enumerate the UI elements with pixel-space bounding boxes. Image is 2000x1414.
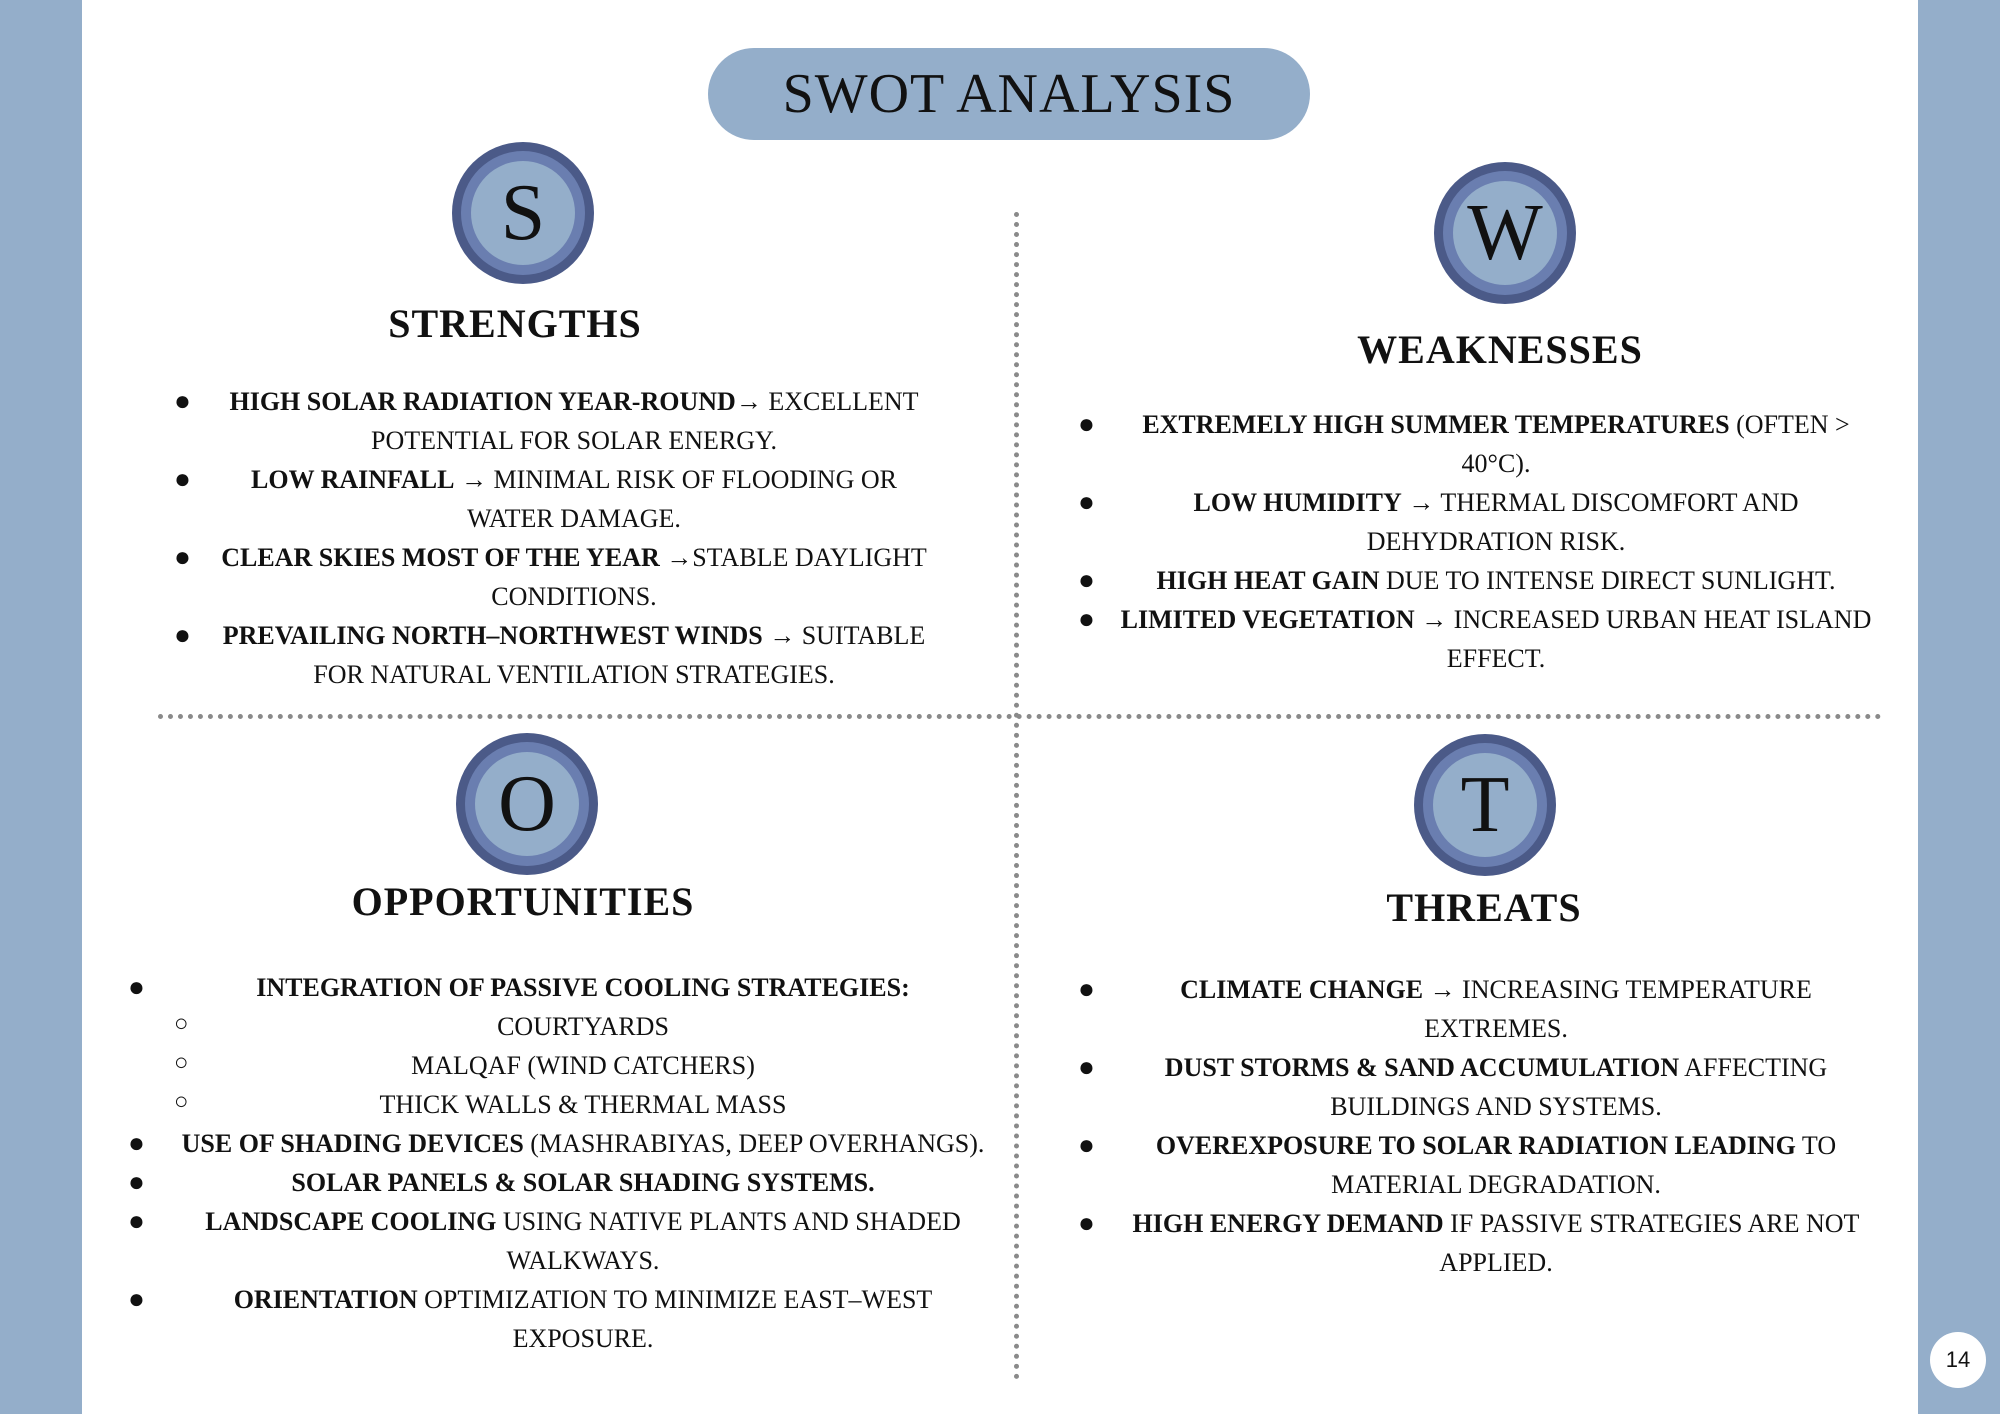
threats-heading: THREATS: [1386, 885, 1582, 930]
opportunities-badge: [456, 733, 598, 875]
list-item: ● HIGH SOLAR RADIATION YEAR-ROUND→ EXCELLENT POTENTIAL FOR SOLAR ENERGY.: [174, 386, 919, 455]
list-item: ● PREVAILING NORTH–NORTHWEST WINDS → SUITABLE FOR NATURAL VENTILATION STRATEGIES.: [174, 620, 926, 689]
threats-list: [1074, 970, 1918, 1282]
weaknesses-letter: W: [1453, 181, 1557, 285]
sub-list-item: ○ MALQAF (WIND CATCHERS): [174, 1050, 755, 1080]
list-item: ● DUST STORMS & SAND ACCUMULATION AFFECTING BUILDINGS AND SYSTEMS.: [1078, 1052, 1828, 1121]
strengths-letter: S: [471, 161, 575, 265]
strengths-list: [170, 382, 978, 694]
opportunities-letter: O: [475, 752, 579, 856]
list-item: ● LANDSCAPE COOLING USING NATIVE PLANTS AND SHADED WALKWAYS.: [128, 1206, 961, 1275]
threats-letter: T: [1433, 753, 1537, 857]
horizontal-divider: [158, 714, 1882, 719]
page-title: SWOT ANALYSIS: [708, 48, 1310, 140]
strengths-heading: STRENGTHS: [388, 301, 642, 346]
weaknesses-heading: WEAKNESSES: [1357, 327, 1643, 372]
list-item: ● LIMITED VEGETATION → INCREASED URBAN HEAT ISLAND EFFECT.: [1078, 604, 1872, 673]
weaknesses-list: [1074, 405, 1918, 678]
list-item: ● HIGH HEAT GAIN DUE TO INTENSE DIRECT SUNLIGHT.: [1078, 565, 1836, 596]
opportunities-heading: OPPORTUNITIES: [351, 879, 695, 924]
opportunities-list: [120, 968, 1046, 1358]
weaknesses-badge: [1434, 162, 1576, 304]
list-item: ● INTEGRATION OF PASSIVE COOLING STRATEGIES:: [128, 972, 910, 1003]
list-item: ● USE OF SHADING DEVICES (MASHRABIYAS, DEEP OVERHANGS).: [128, 1128, 985, 1159]
list-item: ● CLIMATE CHANGE → INCREASING TEMPERATURE EXTREMES.: [1078, 974, 1812, 1043]
strengths-badge: [452, 142, 594, 284]
list-item: ● CLEAR SKIES MOST OF THE YEAR →STABLE DAYLIGHT CONDITIONS.: [174, 542, 927, 611]
right-margin-bar: [1918, 0, 2000, 1414]
list-item: ● ORIENTATION OPTIMIZATION TO MINIMIZE EAST–WEST EXPOSURE.: [128, 1284, 933, 1353]
list-item: ● EXTREMELY HIGH SUMMER TEMPERATURES (OFTEN > 40°C).: [1078, 409, 1850, 478]
list-item: ● LOW RAINFALL → MINIMAL RISK OF FLOODING OR WATER DAMAGE.: [174, 464, 897, 533]
threats-badge: [1414, 734, 1556, 876]
list-item: ● HIGH ENERGY DEMAND IF PASSIVE STRATEGIES ARE NOT APPLIED.: [1078, 1208, 1860, 1277]
list-item: ● SOLAR PANELS & SOLAR SHADING SYSTEMS.: [128, 1167, 875, 1198]
sub-list-item: ○ THICK WALLS & THERMAL MASS: [174, 1089, 787, 1119]
list-item: ● OVEREXPOSURE TO SOLAR RADIATION LEADING TO MATERIAL DEGRADATION.: [1078, 1130, 1837, 1199]
page-number: 14: [1930, 1332, 1986, 1388]
sub-list-item: ○ COURTYARDS: [174, 1011, 669, 1041]
list-item: ● LOW HUMIDITY → THERMAL DISCOMFORT AND DEHYDRATION RISK.: [1078, 487, 1799, 556]
left-margin-bar: [0, 0, 82, 1414]
